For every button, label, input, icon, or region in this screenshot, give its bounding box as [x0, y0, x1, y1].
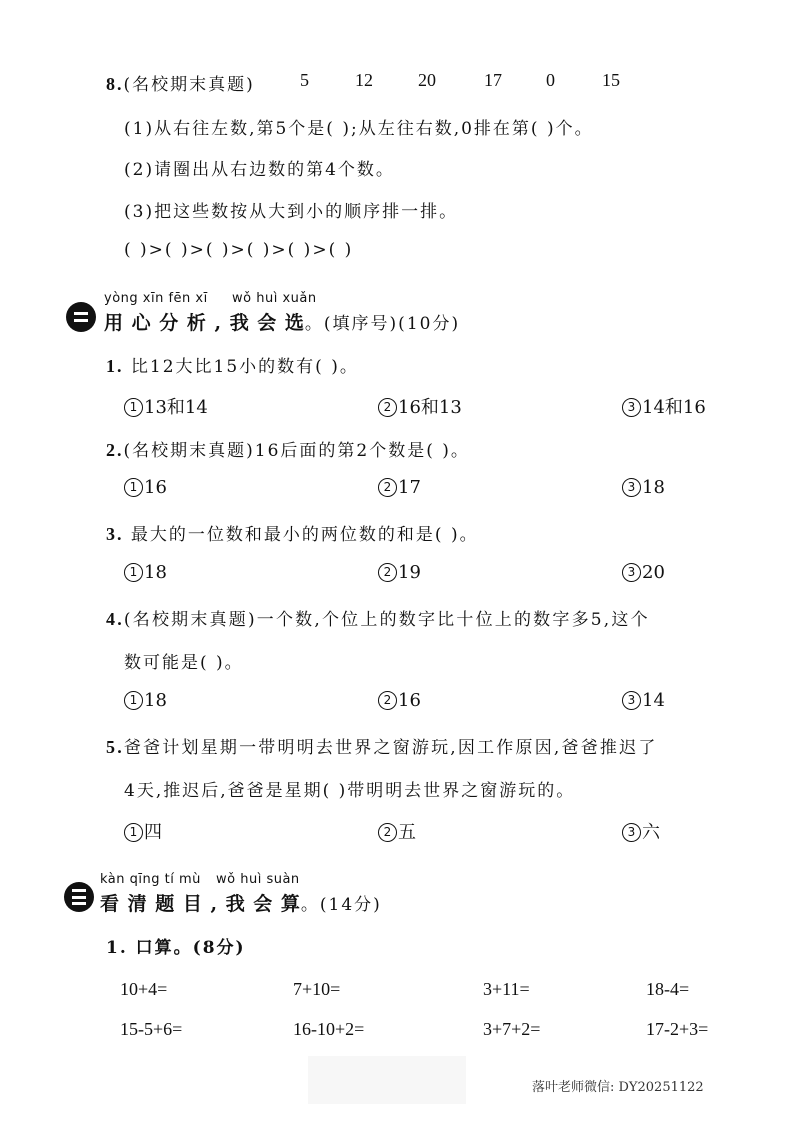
s2-question-text: (名校期末真题)16后面的第2个数是( )。 — [123, 441, 470, 461]
section2-pinyin-b: wǒ huì xuǎn — [232, 291, 317, 306]
mental-math-item: 17-2+3= — [646, 1019, 709, 1039]
s3-question-1: 1. 口算。(8分) — [106, 938, 246, 958]
mental-math-item: 10+4= — [120, 979, 168, 999]
option-text: 18 — [642, 477, 665, 498]
s2-question-text: (名校期末真题)一个数,个位上的数字比十位上的数字多5,这个 — [123, 610, 650, 630]
option-marker-3-icon: 3 — [622, 691, 641, 710]
option-text: 四 — [144, 822, 162, 843]
q8-part1: (1)从右往左数,第5个是( );从左往右数,0排在第( )个。 — [124, 119, 594, 139]
s2-option — [124, 477, 167, 498]
option-marker-1-icon: 1 — [124, 823, 143, 842]
s2-question-number: 4. — [106, 609, 124, 629]
s2-option — [622, 818, 660, 844]
s2-option — [378, 562, 421, 583]
s2-question — [106, 436, 470, 461]
option-text: 19 — [398, 562, 421, 583]
option-marker-2-icon: 2 — [378, 478, 397, 497]
option-text: 14和16 — [642, 397, 706, 418]
section2-heading — [104, 308, 460, 335]
section3-pinyin-a: kàn qīng tí mù — [100, 872, 201, 887]
option-marker-3-icon: 3 — [622, 478, 641, 497]
s2-option — [124, 690, 167, 711]
s2-question — [106, 352, 359, 377]
option-marker-3-icon: 3 — [622, 563, 641, 582]
mental-math-item: 7+10= — [293, 979, 341, 999]
q8-source-label: (名校期末真题) — [123, 75, 255, 95]
mental-math-item: 3+11= — [483, 979, 530, 999]
mental-math-item: 15-5+6= — [120, 1019, 183, 1039]
option-text: 18 — [144, 690, 167, 711]
option-marker-2-icon: 2 — [378, 563, 397, 582]
s2-question — [106, 733, 658, 758]
section2-pinyin-a: yòng xīn fēn xī — [104, 291, 208, 306]
s2-option — [378, 690, 421, 711]
s2-option — [622, 477, 665, 498]
q8-part3: (3)把这些数按从大到小的顺序排一排。 — [124, 202, 459, 222]
s2-question-text: 最大的一位数和最小的两位数的和是( )。 — [130, 525, 479, 545]
q8-heading — [106, 70, 255, 95]
section-three-badge-icon — [64, 882, 94, 912]
section2-title: 用 心 分 析 , 我 会 选 — [104, 312, 305, 334]
s2-question-continuation: 数可能是( )。 — [124, 653, 244, 673]
section3-pinyin-b: wǒ huì suàn — [216, 872, 300, 887]
s2-option — [622, 690, 665, 711]
s2-option — [378, 818, 416, 844]
option-text: 17 — [398, 477, 421, 498]
s2-question-continuation: 4天,推迟后,爸爸是星期( )带明明去世界之窗游玩的。 — [124, 781, 576, 801]
option-marker-1-icon: 1 — [124, 478, 143, 497]
option-text: 14 — [642, 690, 665, 711]
s2-question-number: 2. — [106, 440, 124, 460]
footer-watermark: 落叶老师微信: DY20251122 — [532, 1080, 704, 1095]
s2-question — [106, 520, 479, 545]
q8-order-blanks: ( )>( )>( )>( )>( )>( ) — [124, 240, 354, 260]
q8-value: 15 — [602, 70, 620, 90]
mental-math-item: 16-10+2= — [293, 1019, 365, 1039]
q8-part2: (2)请圈出从右边数的第4个数。 — [124, 160, 395, 180]
s2-question — [106, 605, 650, 630]
section2-suffix: 。(填序号)(10分) — [304, 314, 461, 334]
q8-value: 5 — [300, 70, 309, 90]
option-marker-1-icon: 1 — [124, 563, 143, 582]
section3-heading — [100, 889, 382, 916]
option-marker-1-icon: 1 — [124, 398, 143, 417]
s2-question-number: 3. — [106, 524, 124, 544]
section3-suffix: 。(14分) — [300, 895, 382, 915]
s2-question-text: 比12大比15小的数有( )。 — [130, 357, 359, 377]
option-text: 20 — [642, 562, 665, 583]
mental-math-item: 3+7+2= — [483, 1019, 541, 1039]
s2-question-text: 爸爸计划星期一带明明去世界之窗游玩,因工作原因,爸爸推迟了 — [123, 738, 658, 758]
option-marker-2-icon: 2 — [378, 691, 397, 710]
option-text: 16 — [144, 477, 167, 498]
q8-value: 0 — [546, 70, 555, 90]
q8-value: 20 — [418, 70, 436, 90]
s2-question-number: 1. — [106, 356, 124, 376]
s2-option — [622, 393, 706, 419]
option-marker-2-icon: 2 — [378, 398, 397, 417]
option-text: 18 — [144, 562, 167, 583]
s2-option — [378, 393, 462, 419]
option-marker-3-icon: 3 — [622, 823, 641, 842]
option-marker-1-icon: 1 — [124, 691, 143, 710]
option-marker-2-icon: 2 — [378, 823, 397, 842]
option-text: 五 — [398, 822, 416, 843]
option-text: 六 — [642, 822, 660, 843]
q8-number: 8. — [106, 74, 124, 94]
mental-math-item: 18-4= — [646, 979, 690, 999]
option-text: 13和14 — [144, 397, 208, 418]
s2-option — [124, 393, 208, 419]
s2-option — [124, 562, 167, 583]
s2-option — [378, 477, 421, 498]
section-two-badge-icon — [66, 302, 96, 332]
s2-option — [124, 818, 162, 844]
s2-question-number: 5. — [106, 737, 124, 757]
section3-title: 看 清 题 目 , 我 会 算 — [100, 893, 301, 915]
faint-box — [308, 1056, 466, 1104]
s2-option — [622, 562, 665, 583]
option-text: 16 — [398, 690, 421, 711]
option-text: 16和13 — [398, 397, 462, 418]
option-marker-3-icon: 3 — [622, 398, 641, 417]
q8-value: 17 — [484, 70, 502, 90]
q8-value: 12 — [355, 70, 373, 90]
